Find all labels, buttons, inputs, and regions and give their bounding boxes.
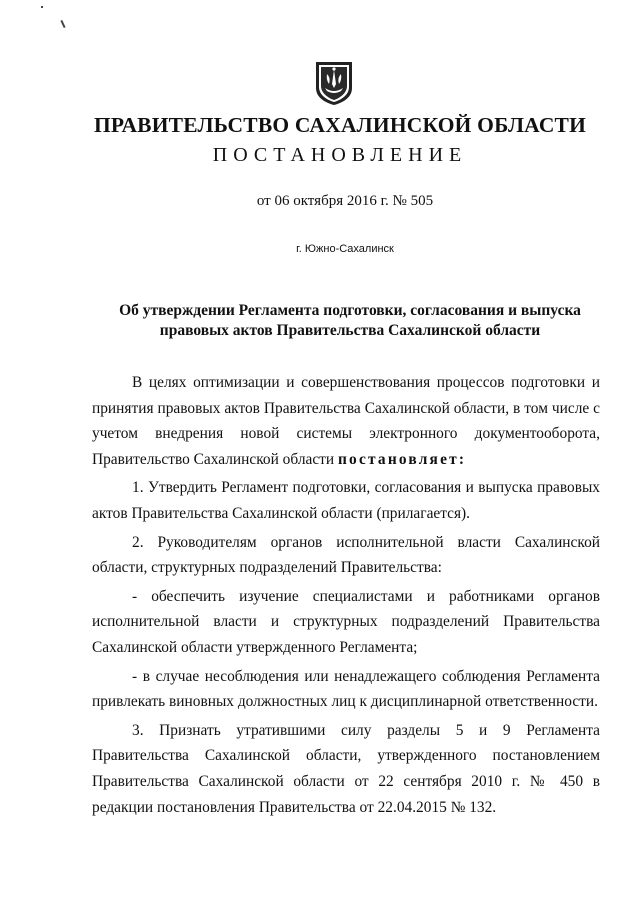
coat-of-arms-icon bbox=[314, 60, 354, 106]
document-place: г. Южно-Сахалинск bbox=[296, 243, 394, 255]
subject-line: Об утверждении Регламента подготовки, согласования и выпуска bbox=[119, 302, 581, 319]
document-type: ПОСТАНОВЛЕНИЕ bbox=[212, 144, 468, 166]
subject-line: правовых актов Правительства Сахалинской области bbox=[159, 322, 541, 339]
item-2b: - в случае несоблюдения или ненадлежащего соблюдения Регламента привлекать виновных должностных лиц к дисциплинарной ответственности. bbox=[92, 667, 600, 711]
document-body bbox=[92, 370, 600, 820]
item-1: 1. Утвердить Регламент подготовки, согласования и выпуска правовых актов Правительства Сахалинской области (прилагается). bbox=[92, 479, 600, 522]
intro-text: В целях оптимизации и совершенствования процессов подготовки и принятия правовых актов Правительства Сахалинской области, в том числе с учетом внедрения новой системы электронного документооборота, Правительство Сахалинской области bbox=[92, 374, 600, 468]
resolves-word: постановляет: bbox=[337, 450, 467, 468]
intro-paragraph bbox=[92, 370, 600, 472]
scan-mark bbox=[41, 6, 43, 8]
item-2a: - обеспечить изучение специалистами и работниками органов исполнительной власти и структурных подразделений Правительства Сахалинской области утвержденного Регламента; bbox=[92, 587, 600, 656]
organization-title: ПРАВИТЕЛЬСТВО САХАЛИНСКОЙ ОБЛАСТИ bbox=[93, 113, 587, 137]
item-2: 2. Руководителям органов исполнительной власти Сахалинской области, структурных подразделений Правительства: bbox=[92, 533, 600, 577]
item-3: 3. Признать утратившими силу разделы 5 и 9 Регламента Правительства Сахалинской области, утвержденного постановлением Правительства Сахалинской области от 22 сентября 2010 г. № 450 в редакции постановления Правительства от 22.04.2015 № 132. bbox=[92, 721, 600, 816]
scan-mark bbox=[60, 20, 65, 28]
document-date: от 06 октября 2016 г. № 505 bbox=[256, 193, 434, 209]
document-subject bbox=[100, 301, 600, 341]
